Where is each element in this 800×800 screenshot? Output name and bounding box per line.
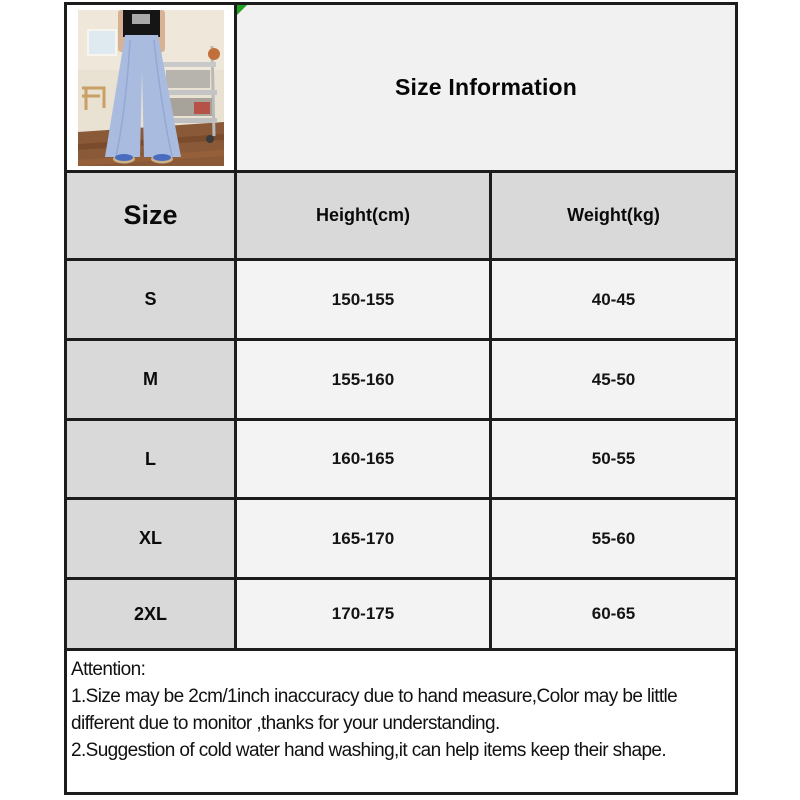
height-value: 170-175	[237, 580, 492, 648]
title-cell	[237, 5, 735, 170]
weight-value: 45-50	[492, 341, 735, 418]
height-value: 150-155	[237, 261, 492, 338]
table-row-m	[67, 341, 735, 421]
size-chart-table	[64, 2, 738, 795]
table-row-2xl	[67, 580, 735, 651]
table-row-l	[67, 421, 735, 500]
attention-line: 2.Suggestion of cold water hand washing,it can help items keep their shape.	[71, 740, 667, 761]
size-label: 2XL	[67, 580, 237, 648]
photo-window	[88, 30, 116, 55]
page-title: Size Information	[394, 74, 578, 100]
attention-notes	[67, 651, 735, 792]
weight-value: 60-65	[492, 580, 735, 648]
column-header-height: Height(cm)	[237, 173, 492, 258]
attention-line: different due to monitor ,thanks for your understanding.	[71, 713, 500, 734]
size-label: M	[67, 341, 237, 418]
table-header-row	[67, 173, 735, 261]
product-photo-cell	[67, 5, 237, 170]
attention-line: 1.Size may be 2cm/1inch inaccuracy due to hand measure,Color may be little	[71, 686, 678, 707]
column-header-weight: Weight(kg)	[492, 173, 735, 258]
height-value: 160-165	[237, 421, 492, 497]
height-value: 155-160	[237, 341, 492, 418]
size-label: XL	[67, 500, 237, 577]
table-row-s	[67, 261, 735, 341]
size-label: S	[67, 261, 237, 338]
product-photo	[78, 10, 224, 166]
top-row	[67, 5, 735, 173]
weight-value: 40-45	[492, 261, 735, 338]
corner-flag-icon	[237, 5, 247, 15]
size-label: L	[67, 421, 237, 497]
weight-value: 55-60	[492, 500, 735, 577]
weight-value: 50-55	[492, 421, 735, 497]
height-value: 165-170	[237, 500, 492, 577]
table-row-xl	[67, 500, 735, 580]
column-header-size: Size	[67, 173, 237, 258]
attention-heading: Attention:	[71, 659, 146, 680]
